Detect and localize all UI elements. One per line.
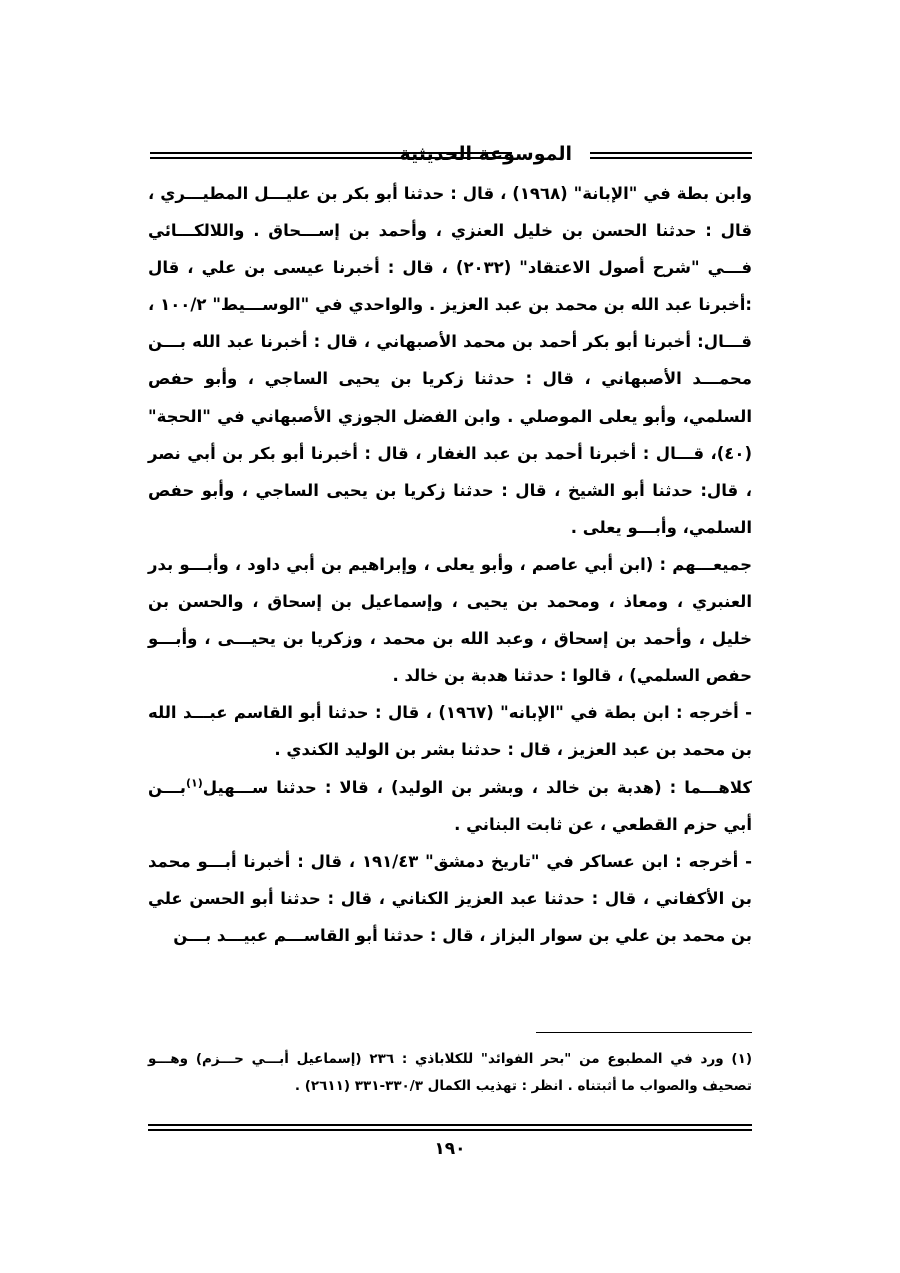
paragraph-4-text-b: بـــن أبي حزم القطعي ، عن ثابت البناني . [148, 777, 752, 834]
page-number: ١٩٠ [434, 1139, 466, 1159]
header-title: الموسوعة الحديثية [399, 143, 572, 165]
footer-rule [148, 1124, 752, 1134]
paragraph-3: - أخرجه : ابن بطة في "الإبانه" (١٩٦٧) ، قال : حدثنا أبو القاسم عبـــد الله بن محمد بن عبد العزيز ، قال : حدثنا بشر بن الوليد الكندي . [148, 703, 753, 760]
running-header [150, 143, 752, 169]
paragraph-5: - أخرجه : ابن عساكر في "تاريخ دمشق" ١٩١/٤٣ ، قال : أخبرنا أبـــو محمد بن الأكفاني ، قال : حدثنا عبد العزيز الكناني ، قال : حدثنا أبو الحسن علي بن محمد بن علي بن سوار البزاز ، قال : حدثنا أبو القاســـم عبيـــد بـــن [148, 851, 752, 945]
footnote-divider [536, 1032, 752, 1033]
paragraph-2: جميعـــهم : (ابن أبي عاصم ، وأبو يعلى ، وإبراهيم بن أبي داود ، وأبـــو بدر العنبري ، ومعاذ ، ومحمد بن يحيى ، وإسماعيل بن إسحاق ، والحسن بن خليل ، وأحمد بن إسحاق ، وعبد الله بن محمد ، وزكريا بن يحيـــى ، وأبـــو حفص السلمي) ، قالوا : حدثنا هدبة بن خالد . [148, 554, 752, 686]
paragraph-1: وابن بطة في "الإبانة" (١٩٦٨) ، قال : حدثنا أبو بكر بن عليـــل المطيـــري ، قال : حدثنا الحسن بن خليل العنزي ، وأحمد بن إســـحاق . واللالكـــائي فـــي "شرح أصول الاعتقاد" (٢٠٣٢) ، قال : أخبرنا عيسى بن علي ، قال :أخبرنا عبد الله بن محمد بن عبد العزيز . والواحدي في "الوســـيط" ١٠٠/٢ ، قـــال: أخبرنا أبو بكر أحمد بن محمد الأصبهاني ، قال : أخبرنا عبد الله بـــن محمـــد الأصبهاني ، قال : حدثنا زكريا بن يحيى الساجي ، وأبو حفص السلمي، وأبو يعلى الموصلي . وابن الفضل الجوزي الأصبهاني في "الحجة" (٤٠)، قـــال : أخبرنا أحمد بن عبد الغفار ، قال : أخبرنا أبو بكر بن أبي نصر ، قال: حدثنا أبو الشيخ ، قال : حدثنا زكريا بن يحيى الساجي ، وأبو حفص السلمي، وأبـــو يعلى . [148, 184, 753, 537]
header-rule-right [590, 152, 752, 162]
paragraph-4 [148, 769, 752, 843]
footnote-1: (١) ورد في المطبوع من "بحر الفوائد" للكلاباذي : ٢٣٦ (إسماعيل أبـــي حـــزم) وهـــو تصحيف والصواب ما أثبتناه . انظر : تهذيب الكمال ٣٣٠/٣-٣٣١ (٢٦١١) . [148, 1051, 752, 1094]
paragraph-4-text-a: كلاهـــما : (هدبة بن خالد ، وبشر بن الوليد) ، قالا : حدثنا ســـهيل [202, 777, 752, 797]
footnote-marker[interactable]: (١) [185, 776, 203, 789]
body-text [148, 175, 752, 954]
footnotes [148, 1046, 752, 1100]
